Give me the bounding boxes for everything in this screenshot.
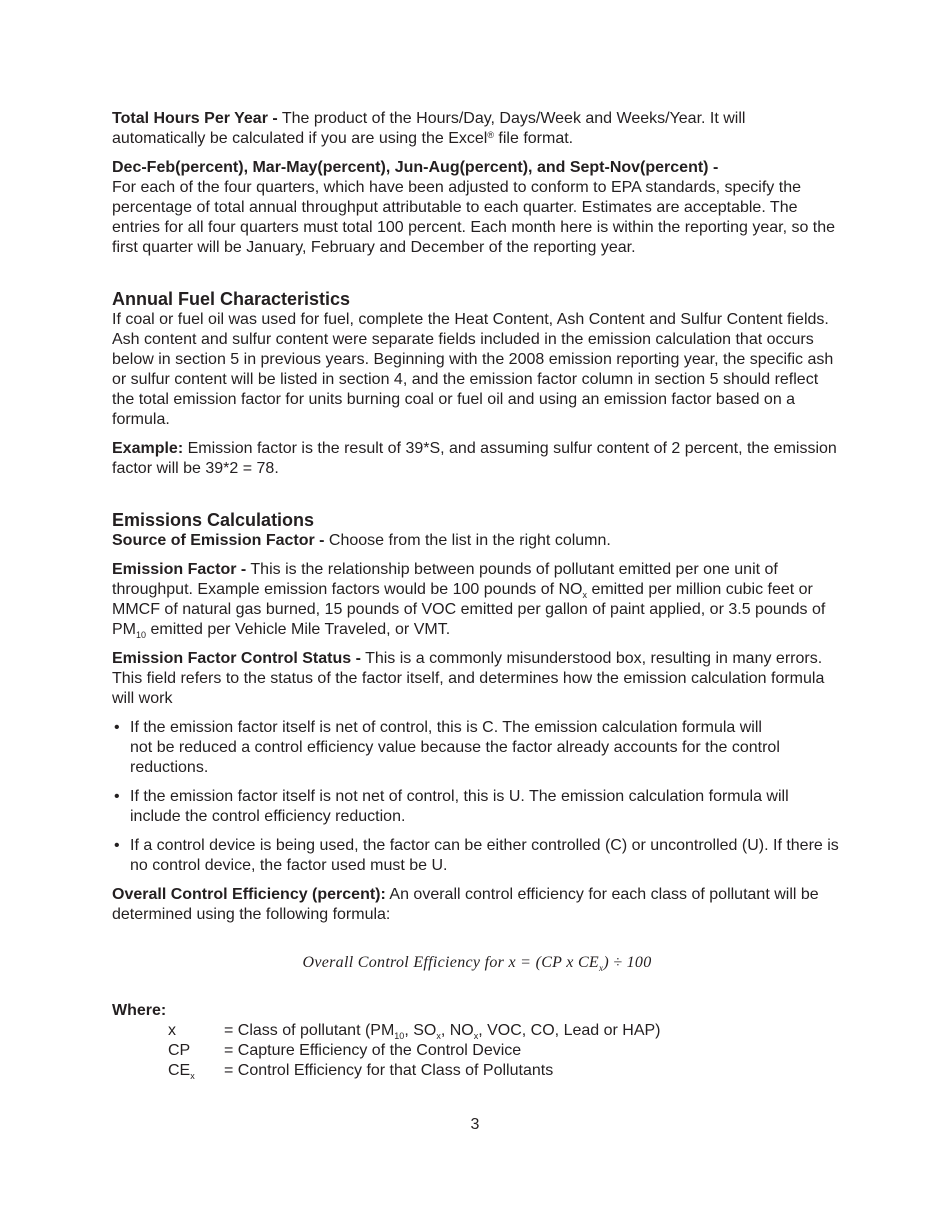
formula-part-2: ) ÷ 100 [603,954,652,971]
formula-part-1: Overall Control Efficiency for x = (CP x CE [302,954,600,971]
overall-text: An overall control efficiency for each class of pollutant will be determined using the following formula: [112,886,819,923]
formula-sub: x [599,963,604,973]
overall-term: Overall Control Efficiency (percent): [112,886,386,903]
where-row-ce [112,1061,842,1081]
bullet-text: If a control device is being used, the factor can be either controlled (C) or uncontrolled (U). If there is no control device, the factor used must be U. [130,837,839,874]
example-term: Example: [112,440,184,457]
status-bullet-list [112,718,842,876]
factor-text-2: emitted per million cubic feet or MMCF of natural gas burned, 15 pounds of VOC emitted per gallon of paint applied, or 3.5 pounds of PM [112,581,826,638]
source-text: Choose from the list in the right column. [324,532,611,549]
where-def-part: = Class of pollutant (PM [224,1022,395,1039]
where-definition [224,1021,661,1041]
where-label-text: Where: [112,1002,167,1019]
where-symbol [168,1061,224,1081]
quarters-term [112,158,842,178]
where-def-sub: 10 [394,1031,405,1041]
where-def-sub: x [473,1031,479,1041]
example-text: Emission factor is the result of 39*S, and assuming sulfur content of 2 percent, the emission factor will be 39*2 = 78. [112,440,837,477]
where-symbol-text: CE [168,1062,191,1079]
factor-paragraph [112,560,842,640]
registered-mark: ® [487,130,494,140]
factor-text-1: This is the relationship between pounds of pollutant emitted per one unit of throughput. Example emission factors would be 100 pounds of NO [112,561,778,598]
where-label [112,1001,842,1021]
source-term: Source of Emission Factor - [112,532,325,549]
page-number: 3 [470,1116,480,1133]
list-item [112,836,842,876]
where-definition: = Capture Efficiency of the Control Device [224,1042,522,1059]
factor-text-3: emitted per Vehicle Mile Traveled, or VMT. [146,621,451,638]
source-paragraph [112,531,842,551]
where-def-sub: x [436,1031,441,1041]
fuel-text: If coal or fuel oil was used for fuel, complete the Heat Content, Ash Content and Sulfur Content fields. Ash content and sulfur content were separate fields included in the emission calculation that occurs below in section 5 in previous years. Beginning with the 2008 emission reporting year, the specific ash or sulfur content will be listed in section 4, and the emission factor column in section 5 should reflect the total emission factor for units burning coal or fuel oil and using an emission factor based on a formula. [112,311,834,428]
page-content [112,109,842,1081]
where-row-cp [112,1041,842,1061]
formula [112,953,842,973]
hours-paragraph [112,109,842,149]
where-def-part: , SO [404,1022,437,1039]
hours-term: Total Hours Per Year - [112,110,278,127]
fuel-heading: Annual Fuel Characteristics [112,289,351,309]
where-row-x [112,1021,842,1041]
bullet-text: If the emission factor itself is net of control, this is C. The emission calculation formula will not be reduced a control efficiency value because the factor already accounts for the control reductions. [130,719,780,776]
hours-text-end: file format. [493,130,574,147]
status-text: This is a commonly misunderstood box, resulting in many errors. This field refers to the status of the factor itself, and determines how the emission calculation formula will work [112,650,825,707]
where-def-part: , VOC, CO, Lead or HAP) [478,1022,661,1039]
status-paragraph [112,649,842,709]
overall-paragraph [112,885,842,925]
bullet-icon: • [114,837,120,854]
where-def-part: , NO [440,1022,474,1039]
bullet-text: If the emission factor itself is not net of control, this is U. The emission calculation formula will include the control efficiency reduction. [130,788,789,825]
hours-text: The product of the Hours/Day, Days/Week and Weeks/Year. It will automatically be calculated if you are using the Excel [112,110,746,147]
status-term: Emission Factor Control Status - [112,650,361,667]
factor-sub-2: 10 [136,630,147,640]
where-symbol: x [168,1022,176,1039]
quarters-text: For each of the four quarters, which have been adjusted to conform to EPA standards, specify the percentage of total annual throughput attributable to each quarter. Estimates are acceptable. The entries for all four quarters must total 100 percent. Each month here is within the reporting year, so the first quarter will be January, February and December of the reporting year. [112,179,836,256]
factor-sub-1: x [582,590,587,600]
list-item [112,787,842,827]
bullet-icon: • [114,788,120,805]
where-definition: = Control Efficiency for that Class of Pollutants [224,1062,554,1079]
where-symbol-sub: x [190,1071,195,1081]
bullet-icon: • [114,719,120,736]
list-item [112,718,842,778]
emissions-heading: Emissions Calculations [112,510,315,530]
quarters-term-text: Dec-Feb(percent), Mar-May(percent), Jun-Aug(percent), and Sept-Nov(percent) - [112,159,719,176]
factor-term: Emission Factor - [112,561,247,578]
example-paragraph [112,439,842,479]
where-symbol: CP [168,1042,191,1059]
